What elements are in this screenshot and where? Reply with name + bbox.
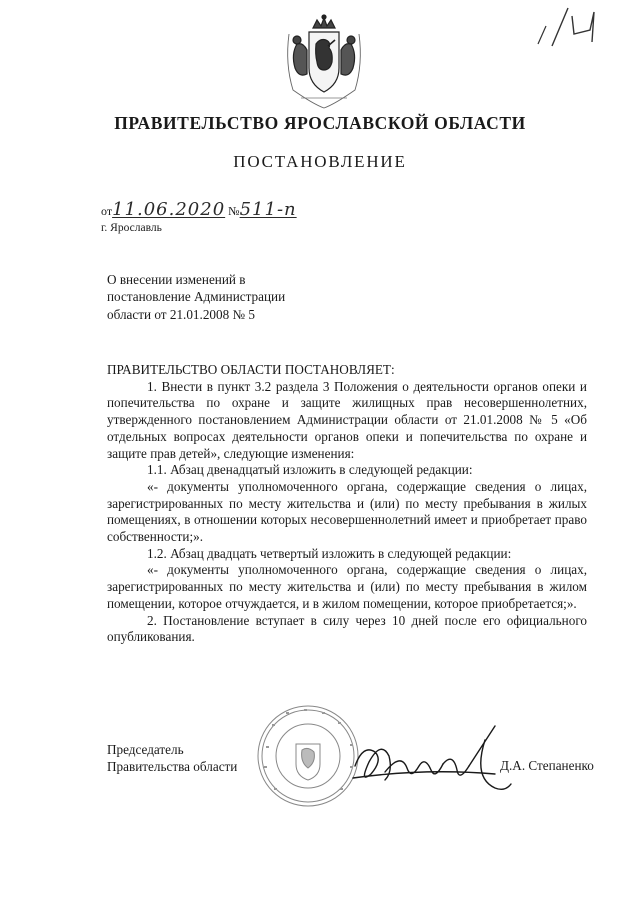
subject-line: постановление Администрации <box>107 289 286 305</box>
date-prefix: от <box>101 204 113 218</box>
paragraph-item-1-1: 1.1. Абзац двенадцатый изложить в следующей редакции: <box>147 462 473 478</box>
signatory-position <box>107 741 237 776</box>
position-line: Правительства области <box>107 759 238 775</box>
position-line: Председатель <box>107 742 184 757</box>
number-value: 511-п <box>239 199 297 220</box>
paragraph-item-1-2-text: «- документы уполномоченного органа, содержащие сведения о лицах, зарегистрированных по месту жительства и (или) по месту пребывания в жилом помещении, которое отчуждается, и в жилом помещении, которое приобретается;». <box>107 562 587 611</box>
paragraph-item-1: 1. Внести в пункт 3.2 раздела 3 Положения о деятельности органов опеки и попечительства по охране и защите жилищных прав несовершеннолетних, утвержденного постановлением Администрации области от 21.01.2008 № 5 «Об отдельных вопросах деятельности органов опеки и попечительства по охране и защите прав детей», следующие изменения: <box>107 378 587 461</box>
city: г. Ярославль <box>101 222 162 234</box>
paragraph-item-2: 2. Постановление вступает в силу через 10 дней после его официального опубликования. <box>107 612 587 645</box>
page-number-annotation <box>532 0 620 56</box>
handwritten-signature-icon <box>345 722 515 804</box>
document-subject <box>107 271 367 323</box>
paragraph-item-1-1-text: «- документы уполномоченного органа, содержащие сведения о лицах, зарегистрированных по месту жительства и (или) по месту пребывания в жилых помещениях, в отношении которых несовершеннолетний имеет и приобретает право собственности;». <box>107 478 587 545</box>
government-title: ПРАВИТЕЛЬСТВО ЯРОСЛАВСКОЙ ОБЛАСТИ <box>114 113 526 133</box>
preamble: ПРАВИТЕЛЬСТВО ОБЛАСТИ ПОСТАНОВЛЯЕТ: <box>107 362 395 377</box>
date-value: 11.06.2020 <box>112 199 226 220</box>
number-prefix: № <box>228 204 240 218</box>
subject-line: области от 21.01.2008 № 5 <box>107 306 255 322</box>
coat-of-arms-icon <box>283 14 365 112</box>
subject-line: О внесении изменений в <box>107 272 246 287</box>
date-number-line <box>101 199 297 220</box>
paragraph-item-1-2: 1.2. Абзац двадцать четвертый изложить в следующей редакции: <box>147 545 512 561</box>
corner-annotation-text: 14 <box>596 30 597 31</box>
signatory-name: Д.А. Степаненко <box>500 758 594 773</box>
document-type: ПОСТАНОВЛЕНИЕ <box>233 152 407 171</box>
document-body <box>107 362 587 646</box>
